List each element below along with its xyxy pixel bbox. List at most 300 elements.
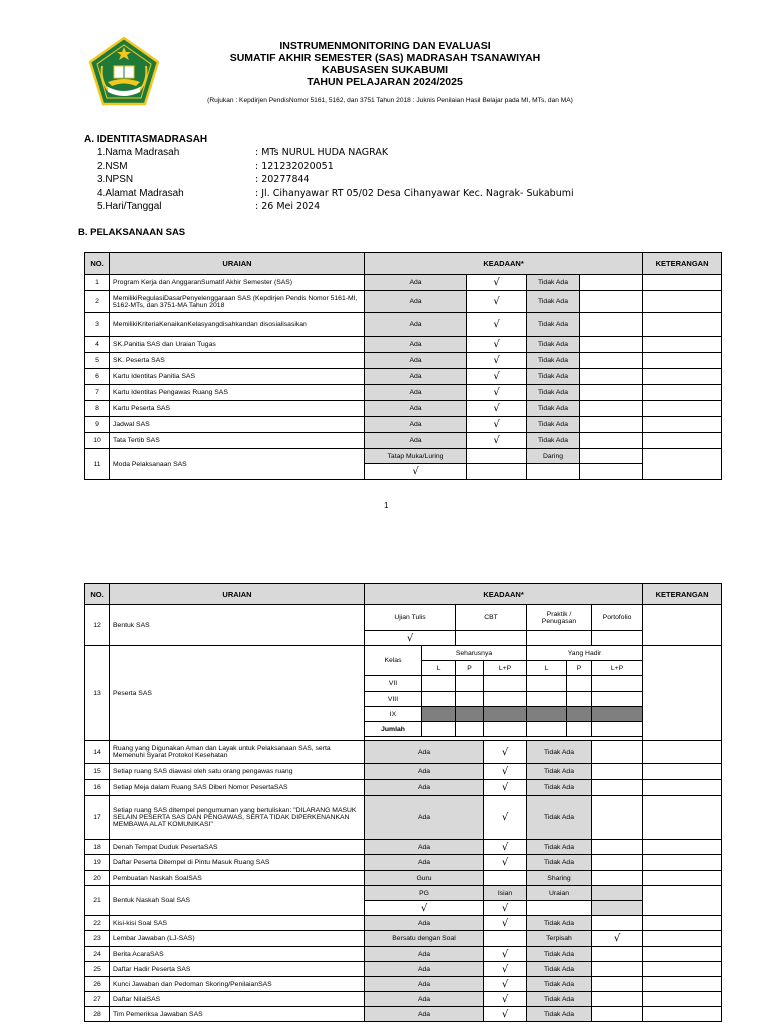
row-uraian: Daftar NilaiSAS <box>110 992 365 1007</box>
keterangan-cell <box>643 741 722 764</box>
empty-cell <box>567 676 592 692</box>
ada-label: Ada <box>365 764 484 780</box>
table-row <box>85 916 722 931</box>
empty-cell <box>580 369 643 385</box>
row-uraian: Bentuk Naskah Soal SAS <box>110 886 365 916</box>
tidak-ada-label: Tidak Ada <box>527 417 580 433</box>
table-row <box>85 741 722 764</box>
ada-label: Ada <box>365 1007 484 1022</box>
empty-cell <box>527 464 580 480</box>
empty-cell <box>592 962 643 977</box>
row-number: 16 <box>85 780 110 796</box>
shaded-cell <box>592 886 643 901</box>
row-uraian: MemilikiKriteriaKenaikanKelasyangdisahkandan disosialisasikan <box>110 313 365 337</box>
row-uraian: Kartu Peserta SAS <box>110 401 365 417</box>
check-mark: √ <box>467 433 527 449</box>
keterangan-cell <box>643 646 722 741</box>
row-uraian: Kisi-kisi Soal SAS <box>110 916 365 931</box>
empty-cell <box>580 464 643 480</box>
empty-cell <box>422 676 456 692</box>
row-number: 19 <box>85 855 110 871</box>
empty-cell <box>592 947 643 962</box>
empty-cell <box>484 676 527 692</box>
title-line-4: TAHUN PELAJARAN 2024/2025 <box>307 76 463 88</box>
empty-cell <box>592 764 643 780</box>
jumlah-label: Jumlah <box>365 722 422 737</box>
empty-cell <box>527 901 592 916</box>
header-keadaan: KEADAAN* <box>365 584 643 605</box>
ident-value: : 20277844 <box>255 174 310 185</box>
tidak-ada-label: Tidak Ada <box>527 291 580 313</box>
tidak-ada-label: Tidak Ada <box>527 353 580 369</box>
lp-header: L+P <box>484 661 527 676</box>
ada-label: Ada <box>365 433 467 449</box>
check-mark: √ <box>484 977 527 992</box>
empty-cell <box>580 275 643 291</box>
keterangan-cell <box>643 449 722 480</box>
tidak-ada-label: Tidak Ada <box>527 313 580 337</box>
ident-label: 5.Hari/Tanggal <box>97 201 162 212</box>
table-pelaksanaan-1 <box>84 252 722 480</box>
empty-cell <box>592 855 643 871</box>
shaded-cell <box>592 901 643 916</box>
keterangan-cell <box>643 275 722 291</box>
empty-cell <box>422 692 456 707</box>
check-mark: √ <box>484 901 527 916</box>
tidak-ada-label: Tidak Ada <box>527 780 592 796</box>
row-number: 10 <box>85 433 110 449</box>
ident-value: : MTs NURUL HUDA NAGRAK <box>255 147 389 158</box>
empty-cell <box>592 977 643 992</box>
table-row <box>85 337 722 353</box>
option-label: Portofolio <box>592 605 643 631</box>
ada-label: Ada <box>365 741 484 764</box>
row-uraian: Daftar Hadir Peserta SAS <box>110 962 365 977</box>
table-row <box>85 796 722 840</box>
check-mark: √ <box>365 464 467 480</box>
seharusnya-header: Seharusnya <box>422 646 527 661</box>
option-label: Uraian <box>527 886 592 901</box>
row-number: 2 <box>85 291 110 313</box>
table-row <box>85 646 722 661</box>
ada-label: Ada <box>365 369 467 385</box>
header-keterangan: KETERANGAN <box>643 584 722 605</box>
empty-cell <box>484 871 527 886</box>
table-row <box>85 992 722 1007</box>
ada-label: Ada <box>365 962 484 977</box>
empty-cell <box>580 313 643 337</box>
keterangan-cell <box>643 992 722 1007</box>
keterangan-cell <box>643 977 722 992</box>
table-row <box>85 840 722 855</box>
check-mark: √ <box>484 840 527 855</box>
check-mark: √ <box>484 764 527 780</box>
check-mark: √ <box>467 291 527 313</box>
option-label: Guru <box>365 871 484 886</box>
tidak-ada-label: Tidak Ada <box>527 796 592 840</box>
row-number: 24 <box>85 947 110 962</box>
p-header: P <box>456 661 484 676</box>
ada-label: Ada <box>365 353 467 369</box>
check-mark: √ <box>592 931 643 947</box>
row-number: 3 <box>85 313 110 337</box>
empty-cell <box>580 417 643 433</box>
table-row <box>85 931 722 947</box>
ada-label: Ada <box>365 796 484 840</box>
row-number: 15 <box>85 764 110 780</box>
tidak-ada-label: Tidak Ada <box>527 275 580 291</box>
empty-cell <box>527 676 567 692</box>
row-uraian: Pembuatan Naskah SoalSAS <box>110 871 365 886</box>
yang-hadir-header: Yang Hadir <box>527 646 643 661</box>
tidak-ada-label: Tidak Ada <box>527 855 592 871</box>
check-mark: √ <box>484 1007 527 1022</box>
table-row <box>85 977 722 992</box>
row-number: 4 <box>85 337 110 353</box>
empty-cell <box>592 741 643 764</box>
row-uraian: Bentuk SAS <box>110 605 365 646</box>
check-mark: √ <box>484 992 527 1007</box>
empty-cell <box>484 722 527 737</box>
keterangan-cell <box>643 916 722 931</box>
row-uraian: Lembar Jawaban (LJ-SAS) <box>110 931 365 947</box>
ident-label: 2.NSM <box>97 161 128 172</box>
row-number: 22 <box>85 916 110 931</box>
table-row <box>85 764 722 780</box>
row-number: 9 <box>85 417 110 433</box>
check-mark: √ <box>467 275 527 291</box>
row-number: 13 <box>85 646 110 741</box>
empty-cell <box>580 291 643 313</box>
empty-cell <box>527 631 592 646</box>
title-line-2: SUMATIF AKHIR SEMESTER (SAS) MADRASAH TSANAWIYAH <box>229 52 541 64</box>
p-header: P <box>567 661 592 676</box>
row-number: 11 <box>85 449 110 480</box>
header-keterangan: KETERANGAN <box>643 253 722 275</box>
empty-cell <box>592 722 643 737</box>
header-uraian: URAIAN <box>110 584 365 605</box>
ada-label: Ada <box>365 992 484 1007</box>
ada-label: Ada <box>365 947 484 962</box>
table-row <box>85 313 722 337</box>
keterangan-cell <box>643 385 722 401</box>
table-row <box>85 385 722 401</box>
table-row <box>85 433 722 449</box>
keterangan-cell <box>643 313 722 337</box>
empty-cell <box>422 722 456 737</box>
table-row <box>85 369 722 385</box>
empty-cell <box>592 796 643 840</box>
shaded-cell <box>527 707 567 722</box>
table-row <box>85 962 722 977</box>
ident-label: 3.NPSN <box>97 174 134 185</box>
check-mark: √ <box>467 385 527 401</box>
table-row <box>85 871 722 886</box>
option-label: Isian <box>484 886 527 901</box>
row-number: 5 <box>85 353 110 369</box>
keterangan-cell <box>643 605 722 646</box>
tidak-ada-label: Tidak Ada <box>527 1007 592 1022</box>
section-b-title: B. PELAKSANAAN SAS <box>78 227 186 238</box>
row-uraian: Moda Pelaksanaan SAS <box>110 449 365 480</box>
row-uraian: Berita AcaraSAS <box>110 947 365 962</box>
ada-label: Ada <box>365 840 484 855</box>
kelas-header: Kelas <box>365 646 422 676</box>
tidak-ada-label: Tidak Ada <box>527 385 580 401</box>
empty-cell <box>456 631 527 646</box>
empty-cell <box>484 692 527 707</box>
row-number: 18 <box>85 840 110 855</box>
row-number: 26 <box>85 977 110 992</box>
lp-header: L+P <box>592 661 643 676</box>
ada-label: Ada <box>365 337 467 353</box>
row-uraian: Setiap ruang SAS ditempel pengumuman yang bertuliskan: "DILARANG MASUK SELAIN PESERTA SAS DAN PENGAWAS, SERTA TIDAK DIPERKENANKAN MEMBAWA ALAT KOMUNIKASI" <box>110 796 365 840</box>
row-number: 20 <box>85 871 110 886</box>
row-uraian: Denah Tempat Duduk PesertaSAS <box>110 840 365 855</box>
shaded-cell <box>456 707 484 722</box>
shaded-cell <box>484 707 527 722</box>
keterangan-cell <box>643 947 722 962</box>
empty-cell <box>592 871 643 886</box>
keterangan-cell <box>643 291 722 313</box>
option-label: PG <box>365 886 484 901</box>
row-number: 1 <box>85 275 110 291</box>
table-row <box>85 780 722 796</box>
option-label: Daring <box>527 449 580 464</box>
ada-label: Ada <box>365 401 467 417</box>
row-number: 7 <box>85 385 110 401</box>
keterangan-cell <box>643 840 722 855</box>
option-label: Ujian Tulis <box>365 605 456 631</box>
shaded-cell <box>422 707 456 722</box>
row-uraian: Kunci Jawaban dan Pedoman Skoring/PenilaianSAS <box>110 977 365 992</box>
check-mark: √ <box>484 947 527 962</box>
keterangan-cell <box>643 962 722 977</box>
keterangan-cell <box>643 1007 722 1022</box>
tidak-ada-label: Tidak Ada <box>527 369 580 385</box>
row-number: 27 <box>85 992 110 1007</box>
document-title <box>170 40 600 88</box>
empty-cell <box>592 992 643 1007</box>
empty-cell <box>592 840 643 855</box>
title-line-1: INSTRUMENMONITORING DAN EVALUASI <box>279 40 491 52</box>
option-label: Sharing <box>527 871 592 886</box>
empty-cell <box>456 676 484 692</box>
empty-cell <box>567 692 592 707</box>
keterangan-cell <box>643 886 722 916</box>
keterangan-cell <box>643 353 722 369</box>
table-row <box>85 353 722 369</box>
row-number: 28 <box>85 1007 110 1022</box>
row-number: 25 <box>85 962 110 977</box>
page-number: 1 <box>384 501 389 510</box>
row-uraian: Kartu Identitas Pengawas Ruang SAS <box>110 385 365 401</box>
table-row <box>85 449 722 464</box>
tidak-ada-label: Tidak Ada <box>527 962 592 977</box>
tidak-ada-label: Tidak Ada <box>527 433 580 449</box>
keterangan-cell <box>643 369 722 385</box>
table-row <box>85 605 722 631</box>
empty-cell <box>467 464 527 480</box>
table-row <box>85 947 722 962</box>
table-row <box>85 417 722 433</box>
tidak-ada-label: Tidak Ada <box>527 947 592 962</box>
keterangan-cell <box>643 931 722 947</box>
table-row <box>85 855 722 871</box>
check-mark: √ <box>467 401 527 417</box>
row-number: 21 <box>85 886 110 916</box>
table-row <box>85 275 722 291</box>
ident-value: : 26 Mei 2024 <box>255 201 321 212</box>
check-mark: √ <box>365 901 484 916</box>
empty-cell <box>567 722 592 737</box>
ada-label: Ada <box>365 855 484 871</box>
keterangan-cell <box>643 337 722 353</box>
ident-value: : 121232020051 <box>255 161 334 172</box>
check-mark: √ <box>467 369 527 385</box>
table-pelaksanaan-2 <box>84 583 722 1022</box>
check-mark: √ <box>467 417 527 433</box>
tidak-ada-label: Tidak Ada <box>527 916 592 931</box>
check-mark: √ <box>484 962 527 977</box>
grade-label: VII <box>365 676 422 692</box>
empty-cell <box>580 401 643 417</box>
ident-label: 1.Nama Madrasah <box>97 147 180 158</box>
empty-cell <box>467 449 527 464</box>
grade-label: IX <box>365 707 422 722</box>
ada-label: Ada <box>365 275 467 291</box>
check-mark: √ <box>484 855 527 871</box>
row-uraian: Tata Tertib SAS <box>110 433 365 449</box>
ada-label: Ada <box>365 916 484 931</box>
empty-cell <box>580 433 643 449</box>
empty-cell <box>580 385 643 401</box>
keterangan-cell <box>643 780 722 796</box>
l-header: L <box>527 661 567 676</box>
option-label: Tatap Muka/Luring <box>365 449 467 464</box>
row-uraian: Ruang yang Digunakan Aman dan Layak untuk Pelaksanaan SAS, serta Memenuhi Syarat Protokol Kesehatan <box>110 741 365 764</box>
option-label: Bersatu dengan Soal <box>365 931 484 947</box>
empty-cell <box>592 916 643 931</box>
check-mark: √ <box>365 631 456 646</box>
keterangan-cell <box>643 855 722 871</box>
grade-label: VIII <box>365 692 422 707</box>
option-label: Terpisah <box>527 931 592 947</box>
tidak-ada-label: Tidak Ada <box>527 977 592 992</box>
empty-cell <box>527 692 567 707</box>
row-uraian: Setiap ruang SAS diawasi oleh satu orang pengawas ruang <box>110 764 365 780</box>
empty-cell <box>592 692 643 707</box>
tidak-ada-label: Tidak Ada <box>527 337 580 353</box>
row-number: 6 <box>85 369 110 385</box>
ada-label: Ada <box>365 313 467 337</box>
option-label: CBT <box>456 605 527 631</box>
shaded-cell <box>567 707 592 722</box>
reference-note: (Rujukan : Kepdirjen PendisNomor 5161, 5162, dan 3751 Tahun 2018 : Juknis Penilaian Hasil Belajar pada MI, MTs, dan MA) <box>207 97 573 104</box>
tidak-ada-label: Tidak Ada <box>527 764 592 780</box>
check-mark: √ <box>484 741 527 764</box>
row-number: 17 <box>85 796 110 840</box>
table-row <box>85 1007 722 1022</box>
keterangan-cell <box>643 796 722 840</box>
option-label: Praktik / Penugasan <box>527 605 592 631</box>
row-number: 8 <box>85 401 110 417</box>
check-mark: √ <box>484 780 527 796</box>
ada-label: Ada <box>365 385 467 401</box>
keterangan-cell <box>643 401 722 417</box>
l-header: L <box>422 661 456 676</box>
empty-cell <box>580 337 643 353</box>
row-number: 14 <box>85 741 110 764</box>
row-number: 23 <box>85 931 110 947</box>
table-header-row <box>85 584 722 605</box>
tidak-ada-label: Tidak Ada <box>527 992 592 1007</box>
empty-cell <box>592 631 643 646</box>
row-uraian: Kartu Identitas Panitia SAS <box>110 369 365 385</box>
empty-cell <box>484 931 527 947</box>
check-mark: √ <box>467 313 527 337</box>
section-a-title: A. IDENTITASMADRASAH <box>84 134 208 145</box>
keterangan-cell <box>643 764 722 780</box>
ident-value: : Jl. Cihanyawar RT 05/02 Desa Cihanyawar Kec. Nagrak- Sukabumi <box>255 188 574 199</box>
table-header-row <box>85 253 722 275</box>
tidak-ada-label: Tidak Ada <box>527 741 592 764</box>
empty-cell <box>456 722 484 737</box>
row-number: 12 <box>85 605 110 646</box>
row-uraian: MemilikiRegulasiDasarPenyelenggaraan SAS (Kepdirjen Pendis Nomor 5161-MI, 5162-MTs, dan 3751-MA Tahun 2018 <box>110 291 365 313</box>
keterangan-cell <box>643 417 722 433</box>
empty-cell <box>580 449 643 464</box>
shaded-cell <box>592 707 643 722</box>
header-keadaan: KEADAAN* <box>365 253 643 275</box>
row-uraian: Setiap Meja dalam Ruang SAS Diberi Nomor PesertaSAS <box>110 780 365 796</box>
check-mark: √ <box>467 337 527 353</box>
table-row <box>85 291 722 313</box>
keterangan-cell <box>643 433 722 449</box>
header-uraian: URAIAN <box>110 253 365 275</box>
empty-cell <box>456 692 484 707</box>
row-uraian: Program Kerja dan AnggaranSumatif Akhir Semester (SAS) <box>110 275 365 291</box>
check-mark: √ <box>484 796 527 840</box>
ada-label: Ada <box>365 417 467 433</box>
table-row <box>85 401 722 417</box>
ada-label: Ada <box>365 977 484 992</box>
row-uraian: SK.Panitia SAS dan Uraian Tugas <box>110 337 365 353</box>
empty-cell <box>580 353 643 369</box>
check-mark: √ <box>467 353 527 369</box>
table-row <box>85 886 722 901</box>
check-mark: √ <box>484 916 527 931</box>
ada-label: Ada <box>365 780 484 796</box>
row-uraian: Tim Pemeriksa Jawaban SAS <box>110 1007 365 1022</box>
empty-cell <box>592 1007 643 1022</box>
empty-cell <box>592 676 643 692</box>
tidak-ada-label: Tidak Ada <box>527 840 592 855</box>
row-uraian: Jadwal SAS <box>110 417 365 433</box>
row-uraian: Daftar Peserta Ditempel di Pintu Masuk Ruang SAS <box>110 855 365 871</box>
empty-cell <box>592 780 643 796</box>
header-no: NO. <box>85 253 110 275</box>
title-line-3: KABUSASEN SUKABUMI <box>321 64 448 76</box>
row-uraian: Peserta SAS <box>110 646 365 741</box>
header-no: NO. <box>85 584 110 605</box>
tidak-ada-label: Tidak Ada <box>527 401 580 417</box>
row-uraian: SK. Peserta SAS <box>110 353 365 369</box>
ident-label: 4.Alamat Madrasah <box>97 188 184 199</box>
ada-label: Ada <box>365 291 467 313</box>
keterangan-cell <box>643 871 722 886</box>
empty-cell <box>527 722 567 737</box>
